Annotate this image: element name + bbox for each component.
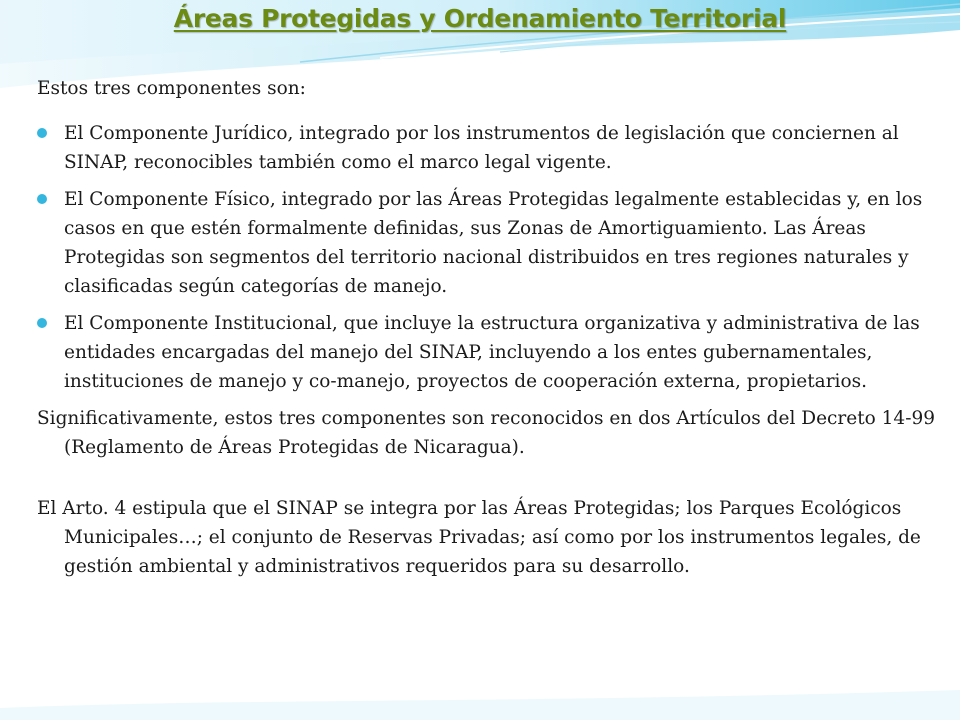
list-item-text: El Componente Físico, integrado por las Áreas Protegidas legalmente establecidas y, en los casos en que estén formalmente definidas, sus Zonas de Amortiguamiento. Las Áreas Protegidas son segmentos del territorio nacional distribuidos en tres regiones naturales y clasificadas según categorías de manejo. <box>64 189 923 297</box>
bullet-dot-icon <box>37 318 47 328</box>
list-item-text: El Componente Jurídico, integrado por los instrumentos de legislación que conciernen al SINAP, reconocibles también como el marco legal vigente. <box>64 123 899 173</box>
list-item <box>37 119 937 177</box>
article-paragraph: El Arto. 4 estipula que el SINAP se integra por las Áreas Protegidas; los Parques Ecológicos Municipales…; el conjunto de Reservas Privadas; así como por los instrumentos legales, de gestión ambiental y administrativos requeridos para su desarrollo. <box>37 498 921 577</box>
intro-text: Estos tres componentes son: <box>37 78 306 99</box>
slide-title: Áreas Protegidas y Ordenamiento Territorial <box>173 4 787 33</box>
component-list <box>37 119 937 396</box>
bullet-dot-icon <box>37 128 47 138</box>
list-item-text: El Componente Institucional, que incluye la estructura organizativa y administrativa de las entidades encargadas del manejo del SINAP, incluyendo a los entes gubernamentales, instituciones de manejo y co-manejo, proyectos de cooperación externa, propietarios. <box>64 313 920 392</box>
decree-paragraph: Significativamente, estos tres componentes son reconocidos en dos Artículos del Decreto 14-99 (Reglamento de Áreas Protegidas de Nicaragua). <box>37 408 935 458</box>
list-item <box>37 185 937 301</box>
list-item <box>37 309 937 396</box>
footer-wave-decoration <box>0 680 960 720</box>
bullet-dot-icon <box>37 194 47 204</box>
slide-body <box>37 74 937 581</box>
